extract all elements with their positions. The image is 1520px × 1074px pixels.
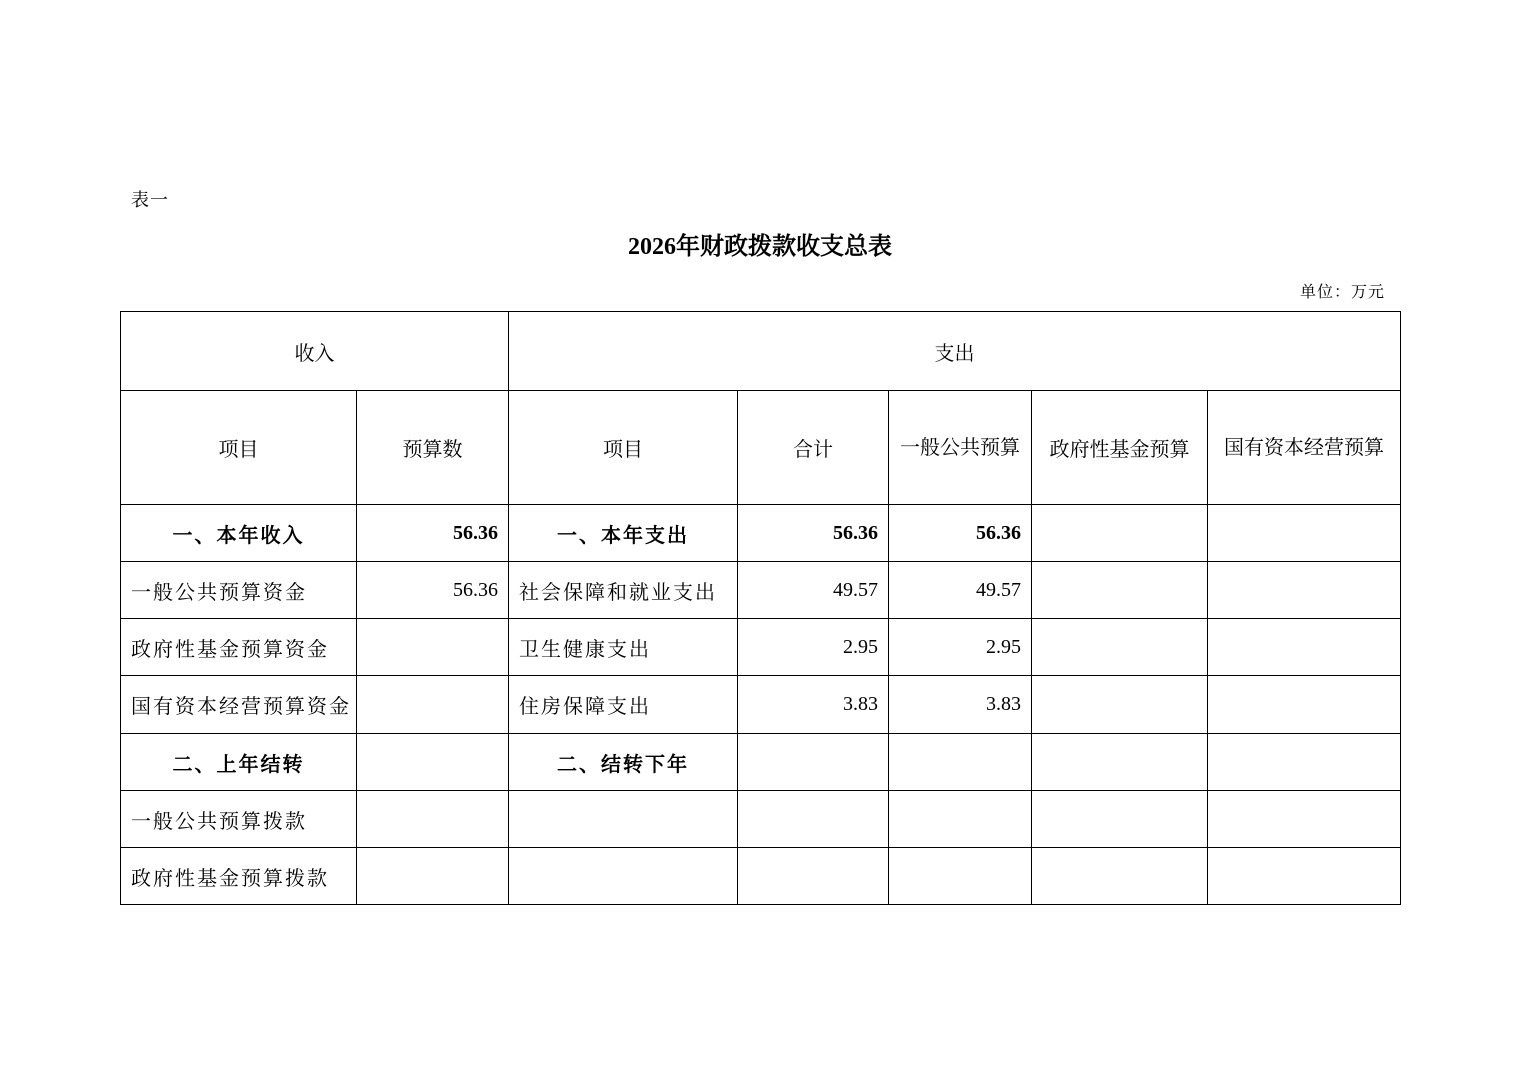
expense-total-cell	[738, 791, 889, 848]
table-number: 表一	[131, 190, 169, 211]
table-row	[121, 562, 1401, 619]
expense-item-cell: 二、结转下年	[509, 734, 738, 791]
expense-total-cell: 2.95	[738, 619, 889, 676]
expense-state-capital-header	[1208, 391, 1401, 505]
income-item-cell: 政府性基金预算资金	[121, 619, 357, 676]
expense-item-cell: 住房保障支出	[509, 676, 738, 734]
income-budget-cell	[357, 734, 509, 791]
expense-gov-fund-cell	[1032, 676, 1208, 734]
expense-state-capital-cell	[1208, 562, 1401, 619]
expense-header: 支出	[509, 312, 1401, 391]
income-item-header: 项目	[121, 391, 357, 505]
income-item-cell: 政府性基金预算拨款	[121, 848, 357, 905]
income-budget-cell: 56.36	[357, 562, 509, 619]
table-row	[121, 505, 1401, 562]
expense-total-cell: 49.57	[738, 562, 889, 619]
unit-label: 单位：万元	[1300, 282, 1386, 301]
income-budget-cell	[357, 676, 509, 734]
expense-gov-fund-cell	[1032, 505, 1208, 562]
table-row	[121, 734, 1401, 791]
expense-total-cell: 3.83	[738, 676, 889, 734]
expense-item-header: 项目	[509, 391, 738, 505]
expense-total-header: 合计	[738, 391, 889, 505]
expense-general-header	[889, 391, 1032, 505]
expense-state-capital-cell	[1208, 505, 1401, 562]
expense-state-capital-header-text: 国有资本经营预算	[1224, 435, 1385, 459]
income-budget-cell: 56.36	[357, 505, 509, 562]
expense-total-cell	[738, 734, 889, 791]
income-item-cell: 一、本年收入	[121, 505, 357, 562]
expense-general-cell: 2.95	[889, 619, 1032, 676]
expense-state-capital-cell	[1208, 619, 1401, 676]
income-budget-cell	[357, 848, 509, 905]
expense-item-cell	[509, 848, 738, 905]
expense-gov-fund-cell	[1032, 619, 1208, 676]
table-row	[121, 791, 1401, 848]
income-budget-cell	[357, 791, 509, 848]
table-row	[121, 676, 1401, 734]
expense-gov-fund-cell	[1032, 791, 1208, 848]
expense-general-cell	[889, 848, 1032, 905]
expense-item-cell: 卫生健康支出	[509, 619, 738, 676]
expense-general-cell: 3.83	[889, 676, 1032, 734]
expense-gov-fund-header: 政府性基金预算	[1032, 391, 1208, 505]
income-item-cell: 国有资本经营预算资金	[121, 676, 357, 734]
income-budget-header: 预算数	[357, 391, 509, 505]
expense-total-cell: 56.36	[738, 505, 889, 562]
expense-item-cell	[509, 791, 738, 848]
expense-state-capital-cell	[1208, 791, 1401, 848]
income-item-cell: 一般公共预算资金	[121, 562, 357, 619]
expense-item-cell: 社会保障和就业支出	[509, 562, 738, 619]
expense-state-capital-cell	[1208, 848, 1401, 905]
finance-table	[120, 311, 1401, 905]
expense-general-cell: 56.36	[889, 505, 1032, 562]
expense-state-capital-cell	[1208, 734, 1401, 791]
expense-gov-fund-cell	[1032, 734, 1208, 791]
income-item-cell: 二、上年结转	[121, 734, 357, 791]
expense-item-cell: 一、本年支出	[509, 505, 738, 562]
table-row	[121, 848, 1401, 905]
income-header: 收入	[121, 312, 509, 391]
expense-general-cell	[889, 734, 1032, 791]
expense-general-cell: 49.57	[889, 562, 1032, 619]
expense-general-header-text: 一般公共预算	[900, 435, 1020, 459]
expense-gov-fund-cell	[1032, 562, 1208, 619]
page-title: 2026年财政拨款收支总表	[628, 234, 892, 260]
table-row	[121, 619, 1401, 676]
header-row-columns	[121, 391, 1401, 505]
income-budget-cell	[357, 619, 509, 676]
expense-general-cell	[889, 791, 1032, 848]
expense-total-cell	[738, 848, 889, 905]
expense-state-capital-cell	[1208, 676, 1401, 734]
income-item-cell: 一般公共预算拨款	[121, 791, 357, 848]
expense-gov-fund-cell	[1032, 848, 1208, 905]
header-row-group	[121, 312, 1401, 391]
